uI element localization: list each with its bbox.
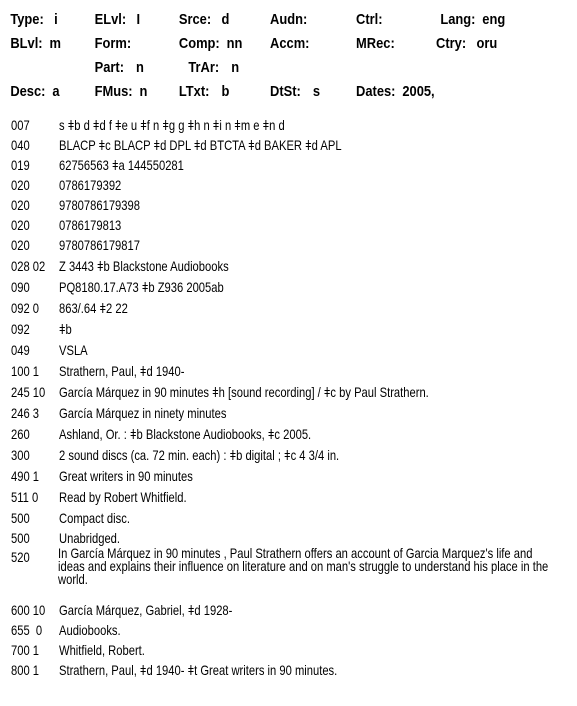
fixed-field-desc: Desc: a [10, 83, 60, 100]
field-tag: 511 0 [11, 489, 39, 505]
field-row [11, 301, 128, 315]
fixed-row-2 [0, 35, 496, 55]
fixed-field-blvl: BLvl: m [10, 35, 61, 52]
field-row [11, 178, 121, 192]
fixed-field-elvl: ELvl: I [94, 11, 141, 28]
field-value: 863/.64 ǂ2 22 [59, 300, 128, 316]
field-value: Ashland, Or. : ǂb Blackstone Audiobooks, ǂc 2005. [59, 426, 312, 442]
fixed-row-1 [0, 11, 506, 31]
field-tag: 020 [11, 217, 30, 233]
field-row [11, 469, 193, 483]
fixed-field-fmus: FMus: n [94, 83, 148, 100]
field-value: 2 sound discs (ca. 72 min. each) : ǂb digital ; ǂc 4 3/4 in. [59, 447, 340, 463]
field-row [11, 238, 140, 252]
field-tag: 049 [11, 342, 30, 358]
field-value: 9780786179817 [59, 237, 140, 253]
field-tag: 246 3 [11, 405, 40, 421]
field-tag: 020 [11, 237, 30, 253]
field-row [11, 322, 72, 336]
fixed-field-srce: Srce: d [178, 11, 230, 28]
field-tag: 490 1 [11, 468, 40, 484]
fixed-field-audn: Audn: [270, 11, 308, 28]
field-value: Strathern, Paul, ǂd 1940- ǂt Great writers in 90 minutes. [59, 662, 338, 678]
field-tag: 019 [11, 157, 30, 173]
fixed-field-comp: Comp: nn [178, 35, 243, 52]
field-value: 62756563 ǂa 144550281 [59, 157, 184, 173]
field-row [11, 623, 121, 637]
field-row [11, 218, 121, 232]
field-row [11, 138, 342, 152]
field-value: ǂb [59, 321, 72, 337]
field-tag: 500 [11, 510, 30, 526]
field-value: 9780786179398 [59, 197, 140, 213]
field-tag: 028 02 [11, 258, 46, 274]
field-value: 0786179392 [59, 177, 122, 193]
field-tag: 040 [11, 137, 30, 153]
field-tag: 520 [11, 549, 30, 565]
field-value: Great writers in 90 minutes [59, 468, 193, 484]
field-tag: 700 1 [11, 642, 40, 658]
field-row [11, 511, 130, 525]
field-tag: 020 [11, 177, 30, 193]
field-tag: 245 10 [11, 384, 46, 400]
field-value: Whitfield, Robert. [59, 642, 145, 658]
field-row [11, 663, 337, 677]
field-row [11, 158, 184, 172]
fixed-field-lang: Lang: eng [440, 11, 506, 28]
fixed-row-3 [0, 59, 496, 79]
field-value: 0786179813 [59, 217, 122, 233]
field-tag: 600 10 [11, 602, 46, 618]
field-value: Strathern, Paul, ǂd 1940- [59, 363, 185, 379]
fixed-field-ctrl: Ctrl: [356, 11, 383, 28]
field-row [11, 406, 226, 420]
field-value: BLACP ǂc BLACP ǂd DPL ǂd BTCTA ǂd BAKER ǂd APL [59, 137, 342, 153]
field-value: García Márquez in ninety minutes [59, 405, 227, 421]
field-tag: 007 [11, 117, 30, 133]
fixed-field-ltxt: LTxt: b [178, 83, 230, 100]
fixed-field-trar: TrAr: n [188, 59, 240, 76]
fixed-field-dtst: DtSt: s [270, 83, 321, 100]
fixed-field-accm: Accm: [270, 35, 310, 52]
field-value: García Márquez in 90 minutes ǂh [sound recording] / ǂc by Paul Strathern. [59, 384, 429, 400]
field-value: Read by Robert Whitfield. [59, 489, 187, 505]
field-tag: 800 1 [11, 662, 40, 678]
field-value: s ǂb d ǂd f ǂe u ǂf n ǂg g ǂh n ǂi n ǂm e ǂn d [59, 117, 285, 133]
field-value: VSLA [59, 342, 88, 358]
fixed-field-mrec: MRec: [356, 35, 395, 52]
field-tag: 655 0 [11, 622, 43, 638]
field-row [11, 343, 88, 357]
fixed-field-ctry: Ctry: oru [436, 35, 498, 52]
field-value: Z 3443 ǂb Blackstone Audiobooks [59, 258, 229, 274]
fixed-field-type: Type: i [10, 11, 58, 28]
fixed-field-dates: Dates: 2005, [356, 83, 435, 100]
field-row [11, 448, 339, 462]
field-row [11, 280, 224, 294]
field-tag: 260 [11, 426, 30, 442]
field-value: Compact disc. [59, 510, 130, 526]
field-row [11, 603, 232, 617]
field-row [11, 531, 120, 545]
field-tag: 090 [11, 279, 30, 295]
fixed-row-4 [0, 83, 496, 103]
field-row [11, 643, 145, 657]
field-tag: 100 1 [11, 363, 40, 379]
field-tag: 300 [11, 447, 30, 463]
field-value: Unabridged. [59, 530, 121, 546]
field-tag: 092 [11, 321, 30, 337]
field-row [11, 118, 285, 132]
field-value: Audiobooks. [59, 622, 121, 638]
field-row [11, 385, 429, 399]
field-value: García Márquez, Gabriel, ǂd 1928- [59, 602, 233, 618]
field-tag: 500 [11, 530, 30, 546]
fixed-field-part: Part: n [94, 59, 144, 76]
field-value: PQ8180.17.A73 ǂb Z936 2005ab [59, 279, 224, 295]
fixed-field-form: Form: [94, 35, 132, 52]
field-row [11, 259, 229, 273]
field-row [11, 490, 187, 504]
field-row-520 [11, 550, 59, 564]
field-tag: 020 [11, 197, 30, 213]
field-value-summary: In García Márquez in 90 minutes , Paul Strathern offers an account of Garcia Marquez's life and ideas and explains their influence on literature and on man's struggle to understand his place in the world. [58, 545, 549, 587]
field-tag: 092 0 [11, 300, 40, 316]
field-row [11, 427, 311, 441]
field-row [11, 198, 140, 212]
field-row [11, 364, 184, 378]
